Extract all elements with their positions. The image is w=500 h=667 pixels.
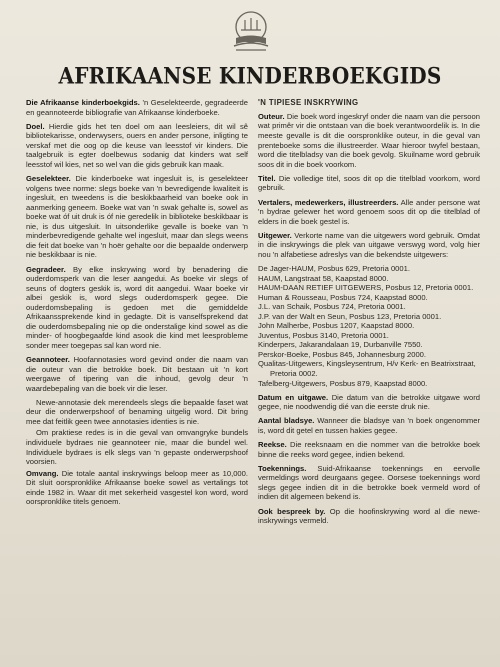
- paragraph-lead: Geselekteer.: [26, 174, 71, 184]
- scope-paragraph: [26, 469, 248, 507]
- publisher-paragraph: [258, 231, 480, 260]
- paragraph-text: Hoofannotasies word gevind onder die naam van die outeur van die betrokke boek. Dit bestaan uit 'n kort weergawe of tipering van die inhoud, gevolg deur 'n waardebepaling van die boek vir die leser.: [26, 355, 248, 393]
- list-item: HAUM-DAAN RETIEF UITGEWERS, Posbus 12, Pretoria 0001.: [258, 283, 474, 293]
- page-count-paragraph: [258, 416, 480, 435]
- paragraph-text: 'n Geselekteerde, gegradeerde en geannoteerde bibliografie van Afrikaanse kinderboeke.: [26, 98, 248, 117]
- paragraph-lead: Omvang.: [26, 468, 59, 478]
- paragraph-lead: Outeur.: [258, 111, 285, 121]
- paragraph-lead: Vertalers, medewerkers, illustreerders.: [258, 197, 399, 207]
- list-item: Juventus, Posbus 3140, Pretoria 0001.: [258, 330, 389, 340]
- date-edition-paragraph: [258, 393, 480, 412]
- list-item: John Malherbe, Posbus 1207, Kaapstad 8000.: [258, 321, 415, 331]
- purpose-paragraph: [26, 122, 248, 170]
- series-paragraph: [258, 440, 480, 459]
- paragraph-lead: Die Afrikaanse kinderboekgids.: [26, 98, 140, 107]
- paragraph-text: Verkorte name van die uitgewers word gebruik. Omdat in die inskrywings die plek van uitgawe verswyg word, volg hier nou 'n alfabetiese adreslys van die bekendste uitgewers:: [258, 230, 480, 259]
- title-paragraph: [258, 174, 480, 193]
- contributors-paragraph: [258, 198, 480, 227]
- paragraph-lead: Reekse.: [258, 440, 287, 450]
- paragraph-text: Wanneer die bladsye van 'n boek ongenommer is, word dit getel en tussen hakies gegee.: [258, 416, 480, 435]
- annotation-paragraph: [26, 355, 248, 393]
- paragraph-text: Hierdie gids het ten doel om aan leesleiers, dit wil sê bibliotekarisse, onderwysers, ouers en ander persone, inligting te verskaf met die oog op die keuse van leesstof vir kinders. Die taalgebruik is egter doelbewus sodanig dat kinders wat self leesstof wil kies, net so wel van die gids gebruik kan maak.: [26, 121, 248, 169]
- list-item: J.L. van Schaik, Posbus 724, Pretoria 0001.: [258, 302, 406, 312]
- paragraph-lead: Ook bespreek by.: [258, 506, 326, 516]
- paragraph-text: Alle ander persone wat 'n bydrae gelewer het word genoem soos dit op die titelblad of elders in die boek gestel is.: [258, 197, 480, 226]
- paragraph-lead: Titel.: [258, 173, 276, 183]
- paragraph-text: Die volledige titel, soos dit op die titelblad voorkom, word gebruik.: [258, 173, 480, 193]
- paragraph-text: By elke inskrywing word by benadering die ouderdomsperk van die leser aangedui. As boeke vir slegs of seuns of dogters geskik is, word dit aangedui. Waar boeke vir albei geskik is, word slegs ouderdomsperk gegee. Die ouderdomsbepaling is gedoen met die gemiddelde Afrikaanssprekende kind in gedagte. Dit is vanselfsprekend dat die ouderdomsbepaling nie op die onderstalige kind sowel as die minder- of hoogbegaafde kind asook die kind met leesprobleme sonder meer toegepas sal kan word nie.: [26, 264, 248, 350]
- paragraph-lead: Uitgewer.: [258, 230, 292, 240]
- list-item: De Jager-HAUM, Posbus 629, Pretoria 0001.: [258, 263, 410, 273]
- right-column: [258, 98, 480, 530]
- paragraph-lead: Doel.: [26, 121, 45, 131]
- book-emblem-icon: [226, 6, 276, 54]
- paragraph-text: Die totale aantal inskrywings beloop meer as 10,000. Dit sluit oorspronklike Afrikaanse boeke sowel as vertalings tot einde 1982 in. Waar dit met sekerheid vasgestel kon word, word oorspronklike titels genoem.: [26, 468, 248, 507]
- section-heading: 'N TIPIESE INSKRYWING: [258, 98, 359, 107]
- paragraph-lead: Gegradeer.: [26, 264, 66, 274]
- selection-paragraph: [26, 174, 248, 260]
- paragraph-lead: Datum en uitgawe.: [258, 392, 329, 402]
- publisher-address-list: [258, 264, 480, 388]
- paragraph-text: Die boek word ingeskryf onder die naam van die persoon wat primêr vir die ontstaan van die boek verantwoordelik is. In die meeste gevalle is dit die oorspronklike outeur, in die geval van prenteboeke soms die illustreerder. Waar hieroor twyfel bestaan, word die titelbladsy van die boek gevolg. Skuilname word gebruik soos dit in die boek voorkom.: [258, 111, 480, 169]
- paragraph-lead: Geannoteer.: [26, 355, 70, 365]
- list-item: HAUM, Langstraat 58, Kaapstad 8000.: [258, 273, 389, 283]
- paragraph-text: Die kinderboeke wat ingesluit is, is geselekteer volgens twee norme: slegs boeke van 'n bevredigende kwaliteit is ingesluit, en tweedens is die beskikbaarheid van boeke ook in aanmerking geneem. Boeke wat van 'n swak gehalte is, sowel as boeke wat óf uit druk is óf nie geredelik in biblioteke beskikbaar is nie, is dus uitgesluit. In uitsonderlike gevalle is boeke van 'n minderbevredigende gehalte wel ingesluit, maar dan slegs weens die feit dat boeke van 'n hoër gehalte oor die bepaalde onderwerp nie beskikbaar is nie.: [26, 174, 248, 260]
- paragraph-lead: Toekennings.: [258, 463, 307, 473]
- page-title: AFRIKAANSE KINDERBOEKGIDS: [58, 62, 442, 89]
- paragraph-text: Die reeksnaam en die nommer van die betrokke boek binne die reeks word gegee, indien bekend.: [258, 440, 480, 459]
- list-item: Perskor-Boeke, Posbus 845, Johannesburg 2000.: [258, 349, 427, 359]
- secondary-annotation-paragraph: Newe-annotasie dek merendeels slegs die bepaalde faset wat deur die onderwerpshoof of benaming uitgelig word. Dit bring mee dat feitlik geen twee annotasies identies is nie.: [26, 397, 248, 426]
- paragraph-text: Suid-Afrikaanse toekennings en eervolle vermeldings word deurgaans gegee. Oorsese toekennings word slegs gegee indien dit in die betrokke boek vermeld word of indien dit algemeen bekend is.: [258, 463, 480, 502]
- author-paragraph: [258, 112, 480, 169]
- also-discussed-paragraph: [258, 507, 480, 526]
- awards-paragraph: [258, 464, 480, 502]
- list-item: J.P. van der Walt en Seun, Posbus 123, Pretoria 0001.: [258, 311, 442, 321]
- paragraph-text: Die datum van die betrokke uitgawe word gegee, nie noodwendig dié van die eerste druk nie.: [258, 392, 480, 412]
- list-item: Tafelberg-Uitgewers, Posbus 879, Kaapstad 8000.: [258, 378, 428, 388]
- list-item: Human & Rousseau, Posbus 724, Kaapstad 8000.: [258, 292, 428, 302]
- list-item: Kinderpers, Jakarandalaan 19, Durbanville 7550.: [258, 340, 423, 350]
- grading-paragraph: [26, 265, 248, 351]
- paragraph-lead: Aantal bladsye.: [258, 416, 315, 426]
- anthology-paragraph: Om praktiese redes is in die geval van omvangryke bundels individuele bydraes nie geannoteer nie, maar die bundel wel. Individuele bydraes is elk slegs van 'n gepaste onderwerpshoof voorsien.: [26, 428, 248, 467]
- intro-paragraph: [26, 98, 248, 117]
- left-column: [26, 98, 248, 511]
- paragraph-text: Op die hoofinskrywing word al die newe-inskrywings vermeld.: [258, 506, 480, 526]
- list-item: Qualitas-Uitgewers, Kingsleysentrum, H/v Kerk- en Beatrixstraat, Pretoria 0002.: [258, 359, 476, 378]
